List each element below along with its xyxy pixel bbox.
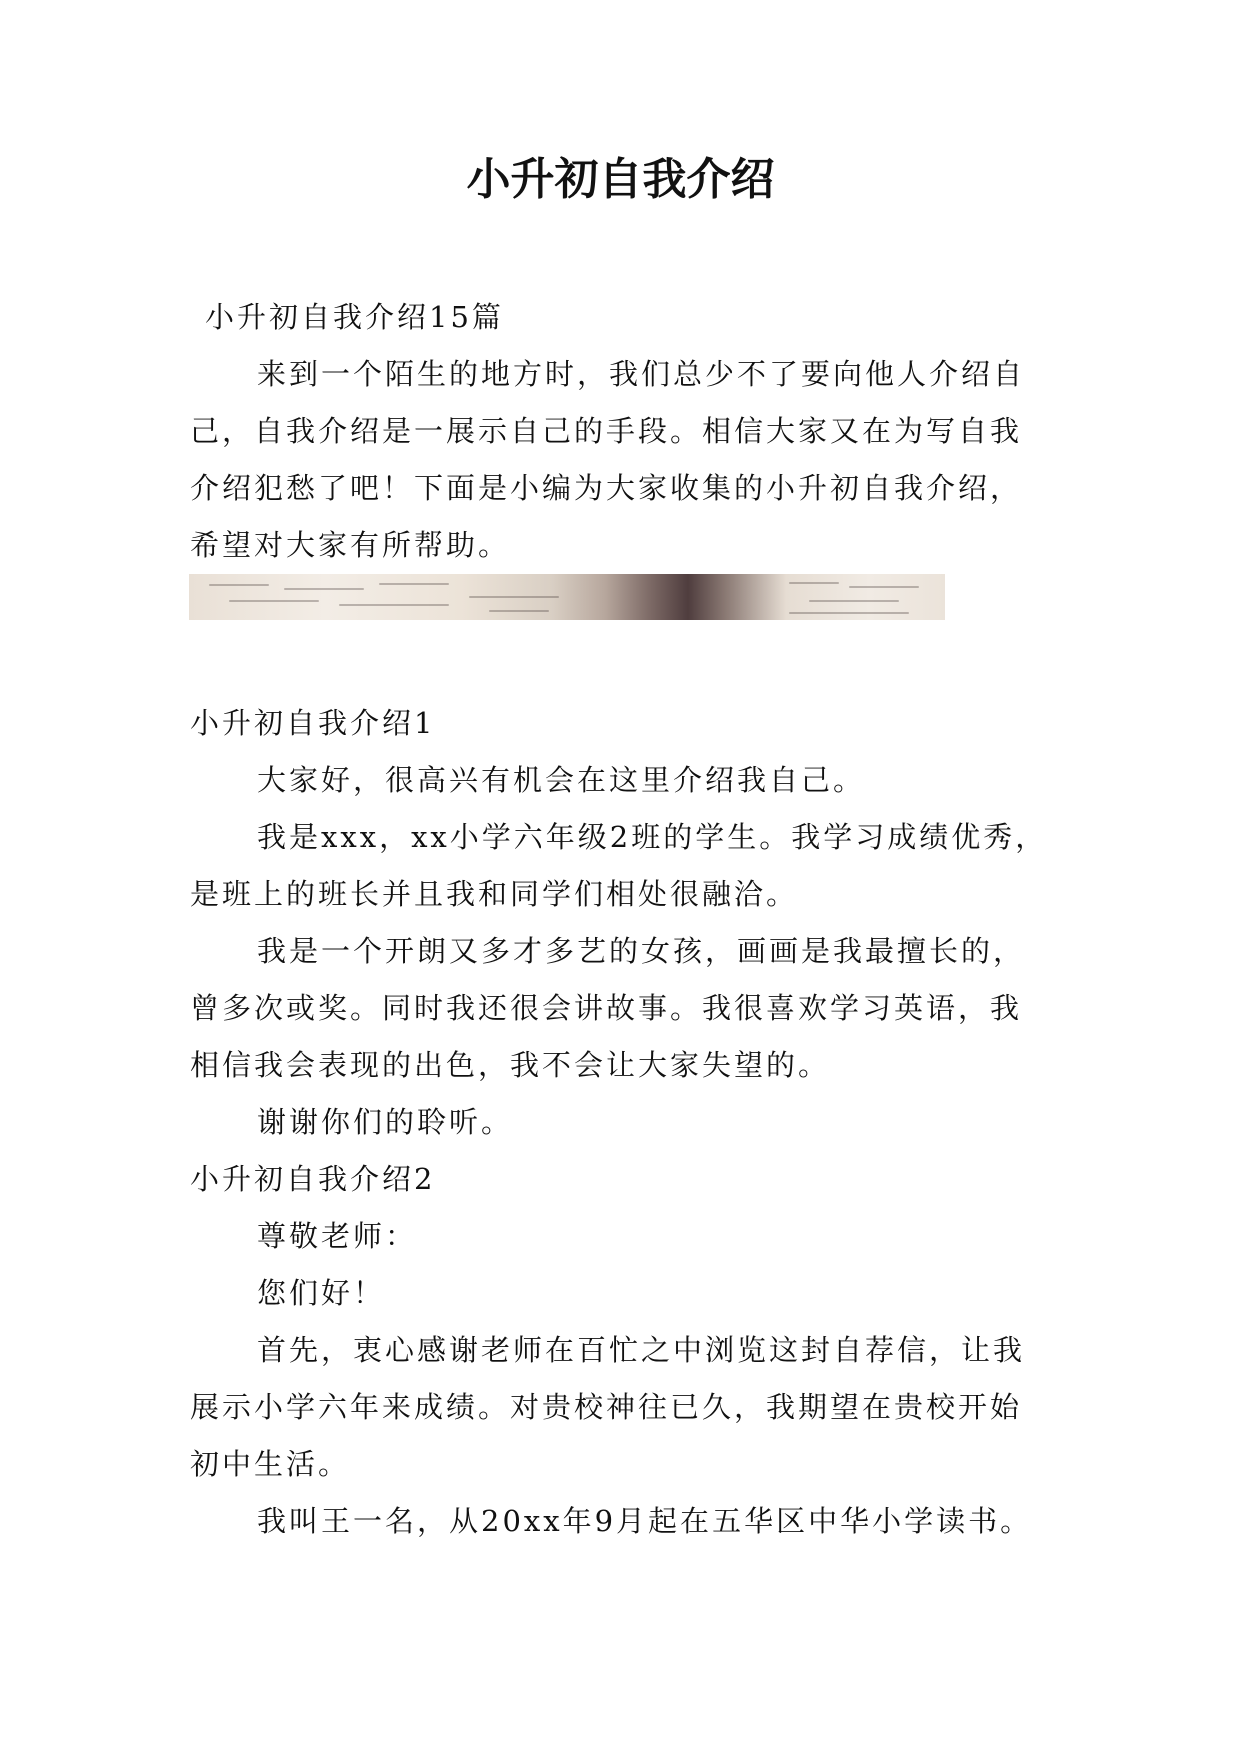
paragraph-line: 我是一个开朗又多才多艺的女孩，画画是我最擅长的， [257, 934, 1026, 968]
section-heading: 小升初自我介绍2 [190, 1162, 436, 1196]
paragraph-line: 尊敬老师： [257, 1219, 418, 1253]
paragraph-line: 希望对大家有所帮助。 [190, 528, 511, 562]
section-heading: 小升初自我介绍1 [190, 706, 436, 740]
paragraph-line: 相信我会表现的出色，我不会让大家失望的。 [190, 1048, 831, 1082]
paragraph-line: 初中生活。 [190, 1447, 351, 1481]
decorative-banner-image [189, 574, 945, 620]
paragraph-line: 我叫王一名，从20xx年9月起在五华区中华小学读书。 [257, 1504, 1033, 1538]
paragraph-line: 介绍犯愁了吧！下面是小编为大家收集的小升初自我介绍， [190, 471, 1023, 505]
paragraph-line: 我是xxx，xx小学六年级2班的学生。我学习成绩优秀， [257, 820, 1048, 854]
paragraph-line: 己，自我介绍是一展示自己的手段。相信大家又在为写自我 [190, 414, 1023, 448]
paragraph-line: 来到一个陌生的地方时，我们总少不了要向他人介绍自 [257, 357, 1026, 391]
paragraph-line: 大家好，很高兴有机会在这里介绍我自己。 [257, 763, 866, 797]
subtitle: 小升初自我介绍15篇 [205, 300, 504, 334]
paragraph-line: 谢谢你们的聆听。 [257, 1105, 514, 1139]
document-title: 小升初自我介绍 [466, 154, 775, 205]
paragraph-line: 您们好！ [257, 1276, 386, 1310]
paragraph-line: 展示小学六年来成绩。对贵校神往已久，我期望在贵校开始 [190, 1390, 1023, 1424]
paragraph-line: 是班上的班长并且我和同学们相处很融洽。 [190, 877, 799, 911]
paragraph-line: 首先，衷心感谢老师在百忙之中浏览这封自荐信，让我 [257, 1333, 1026, 1367]
paragraph-line: 曾多次或奖。同时我还很会讲故事。我很喜欢学习英语，我 [190, 991, 1023, 1025]
